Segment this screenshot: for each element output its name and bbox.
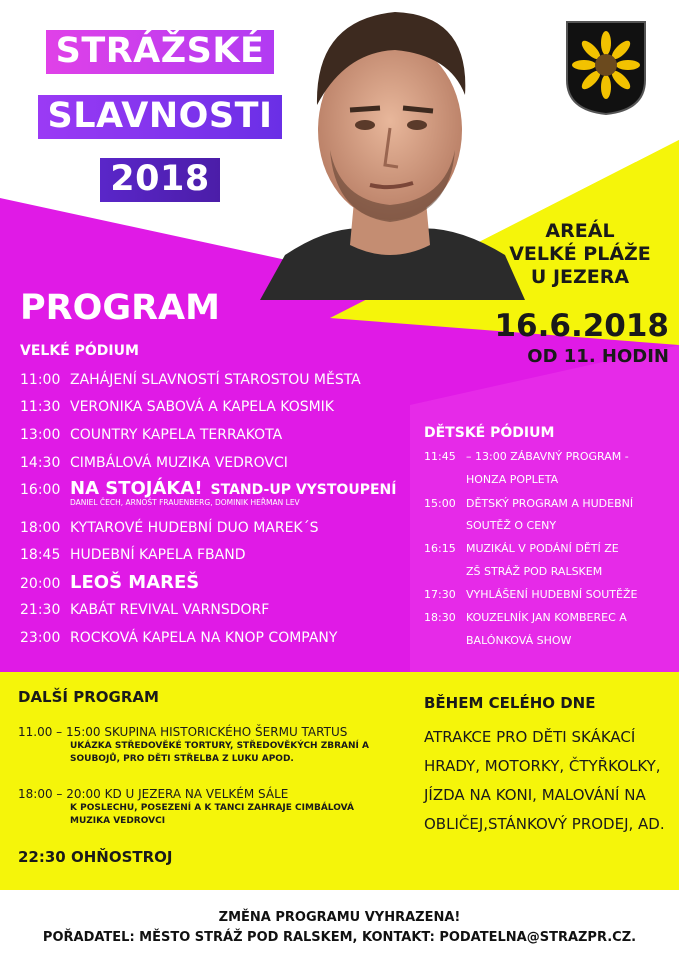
other-program-item-detail: MUZIKA VEDROVCI [70, 816, 166, 826]
program-row-highlight: 20:00 LEOŠ MAREŠ [20, 572, 200, 593]
all-day-line: ATRAKCE PRO DĚTI SKÁKACÍ [424, 728, 636, 746]
title-line-2: SLAVNOSTI [0, 95, 320, 139]
all-day-line: JÍZDA NA KONI, MALOVÁNÍ NA [424, 786, 646, 804]
kids-row: 11:45 – 13:00 ZÁBAVNÝ PROGRAM - [424, 450, 629, 463]
kids-row: ZŠ STRÁŽ POD RALSKEM [466, 565, 603, 578]
program-row: 23:00 ROCKOVÁ KAPELA NA KNOP COMPANY [20, 630, 338, 646]
all-day-line: OBLIČEJ,STÁNKOVÝ PRODEJ, AD. [424, 815, 665, 833]
kids-row: 16:15 MUZIKÁL V PODÁNÍ DĚTÍ ZE [424, 542, 619, 555]
event-start-time: OD 11. HODIN [527, 346, 669, 367]
venue-line-3: U JEZERA [530, 266, 630, 288]
program-row: 13:00 COUNTRY KAPELA TERRAKOTA [20, 427, 283, 443]
kids-row: SOUTĚŽ O CENY [466, 519, 557, 532]
title-year: 2018 [0, 158, 320, 202]
venue-line-1: AREÁL [545, 220, 615, 242]
title-line-1: STRÁŽSKÉ [0, 30, 320, 74]
program-heading: PROGRAM [20, 288, 220, 328]
program-row: 18:45 HUDEBNÍ KAPELA FBAND [20, 547, 246, 563]
kids-row: 17:30 VYHLÁŠENÍ HUDEBNÍ SOUTĚŽE [424, 588, 638, 601]
main-stage-heading: VELKÉ PÓDIUM [20, 343, 139, 359]
other-program-item-detail: SOUBOJŮ, PRO DĚTI STŘELBA Z LUKU APOD. [70, 754, 294, 764]
all-day-line: HRADY, MOTORKY, ČTYŘKOLKY, [424, 757, 661, 775]
kids-row: HONZA POPLETA [466, 473, 559, 486]
program-row: 21:30 KABÁT REVIVAL VARNSDORF [20, 602, 270, 618]
kids-row: 15:00 DĚTSKÝ PROGRAM A HUDEBNÍ [424, 497, 634, 510]
kids-stage-heading: DĚTSKÉ PÓDIUM [424, 425, 555, 441]
fireworks-item: 22:30 OHŇOSTROJ [18, 848, 173, 866]
kids-row: BALÓNKOVÁ SHOW [466, 634, 572, 647]
program-row: 11:00 ZAHÁJENÍ SLAVNOSTÍ STAROSTOU MĚSTA [20, 372, 361, 388]
other-program-item: 18:00 – 20:00 KD U JEZERA NA VELKÉM SÁLE [18, 787, 289, 801]
event-date: 16.6.2018 [494, 308, 669, 344]
other-program-item-detail: K POSLECHU, POSEZENÍ A K TANCI ZAHRAJE CIMBÁLOVÁ [70, 803, 354, 813]
program-row: 11:30 VERONIKA SABOVÁ A KAPELA KOSMIK [20, 399, 334, 415]
venue-block [490, 220, 670, 289]
program-row: 18:00 KYTAROVÉ HUDEBNÍ DUO MAREK´S [20, 520, 319, 536]
sunflower-crest-icon [565, 20, 647, 116]
footer-organizer: POŘADATEL: MĚSTO STRÁŽ POD RALSKEM, KONTAKT: PODATELNA@STRAZPR.CZ. [42, 930, 637, 945]
program-row: 14:30 CIMBÁLOVÁ MUZIKA VEDROVCI [20, 455, 288, 471]
program-row-highlight: 16:00 NA STOJÁKA! STAND-UP VYSTOUPENÍ [20, 478, 397, 499]
all-day-heading: BĚHEM CELÉHO DNE [424, 694, 596, 712]
venue-line-2: VELKÉ PLÁŽE [509, 243, 651, 265]
other-program-item-detail: UKÁZKA STŘEDOVĚKÉ TORTURY, STŘEDOVĚKÝCH ZBRANÍ A [70, 741, 369, 751]
kids-row: 18:30 KOUZELNÍK JAN KOMBEREC A [424, 611, 627, 624]
other-program-heading: DALŠÍ PROGRAM [18, 688, 159, 706]
program-row-subtext: DANIEL ČECH, ARNOŠT FRAUENBERG, DOMINIK HEŘMAN LEV [70, 498, 300, 507]
footer-notice: ZMĚNA PROGRAMU VYHRAZENA! [218, 910, 461, 925]
other-program-item: 11.00 – 15:00 SKUPINA HISTORICKÉHO ŠERMU TARTUS [18, 725, 348, 739]
